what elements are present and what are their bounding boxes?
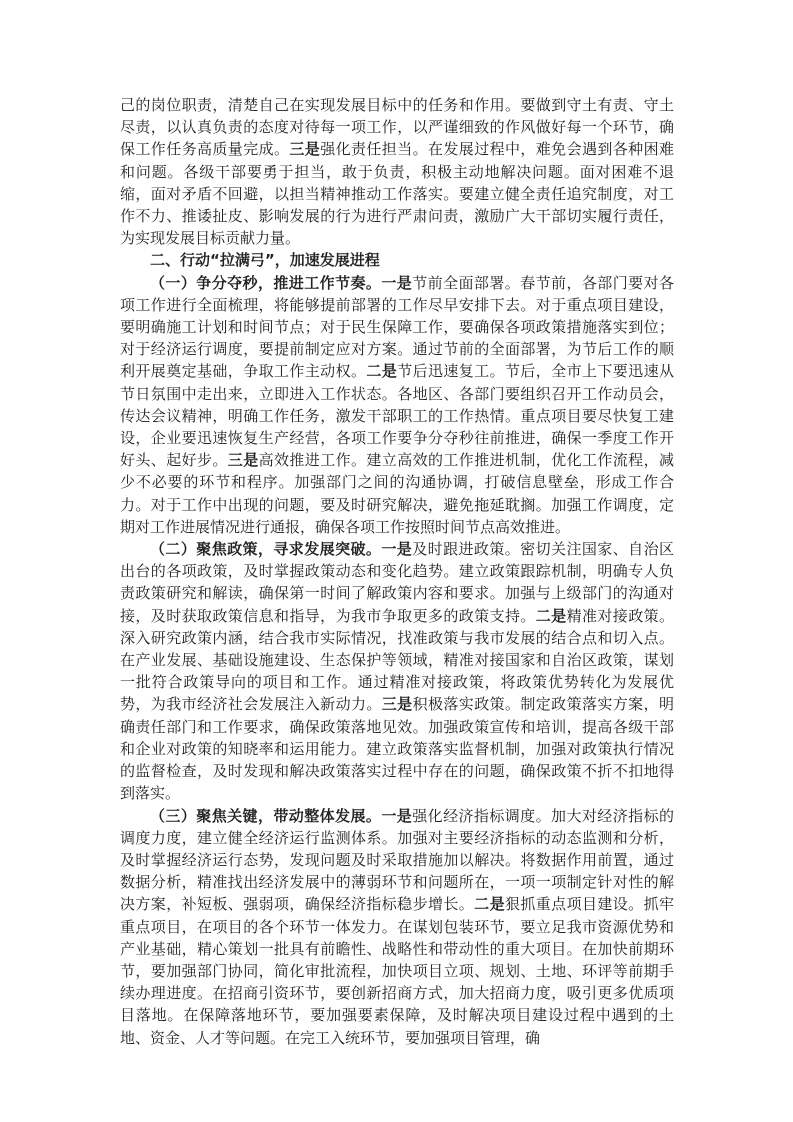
ordinal-marker: 二是 — [366, 362, 398, 381]
ordinal-marker: 二是 — [535, 606, 567, 625]
ordinal-marker: 二是 — [474, 895, 505, 914]
ordinal-marker: 一是 — [381, 540, 413, 559]
subsection-title: （三）聚焦关键，带动整体发展。 — [150, 806, 382, 825]
section-heading — [120, 249, 674, 271]
ordinal-marker: 三是 — [381, 695, 413, 714]
body-text: 二、行动“拉满弓”，加速发展进程 — [150, 251, 380, 270]
paragraph-subsection-1 — [120, 272, 674, 538]
ordinal-marker: 一是 — [381, 806, 413, 825]
body-text: 强化经济指标调度。加大对经济指标的调度力度，建立健全经济运行监测体系。加强对主要经济指标的动态监测和分析，及时掌握经济运行态势，发现问题及时采取措施加以解决。将数据作用前置，通过数据分析，精准找出经济发展中的薄弱环节和问题所在，一项一项制定针对性的解决方案，补短板、强弱项，确保经济指标稳步增长。 — [120, 806, 674, 914]
body-text: 节后迅速复工。节后，全市上下要迅速从节日氛围中走出来，立即进入工作状态。各地区、各部门要组织召开工作动员会，传达会议精神，明确工作任务，激发干部职工的工作热情。重点项目要尽快复工建设，企业要迅速恢复生产经营，各项工作要争分夺秒往前推进，确保一季度工作开好头、起好步。 — [120, 362, 674, 470]
subsection-title: （二）聚焦政策，寻求发展突破。 — [150, 540, 382, 559]
body-text: 积极落实政策。制定政策落实方案，明确责任部门和工作要求，确保政策落地见效。加强政策宣传和培训，提高各级干部和企业对政策的知晓率和运用能力。建立政策落实监督机制，加强对政策执行情况的监督检查，及时发现和解决政策落实过程中存在的问题，确保政策不折不扣地得到落实。 — [120, 695, 674, 803]
ordinal-marker: 一是 — [381, 273, 413, 292]
body-text: 精准对接政策。深入研究政策内涵，结合我市实际情况，找准政策与我市发展的结合点和切入点。在产业发展、基础设施建设、生态保护等领域，精准对接国家和自治区政策，谋划一批符合政策导向的项目和工作。通过精准对接政策，将政策优势转化为发展优势，为我市经济社会发展注入新动力。 — [120, 606, 674, 714]
body-text: 己的岗位职责，清楚自己在实现发展目标中的任务和作用。要做到守土有责、守土尽责，以认真负责的态度对待每一项工作，以严谨细致的作风做好每一个环节，确保工作任务高质量完成。 — [120, 96, 674, 159]
ordinal-marker: 三是 — [227, 451, 259, 470]
ordinal-marker: 三是 — [289, 140, 321, 159]
body-text: 及时跟进政策。密切关注国家、自治区出台的各项政策，及时掌握政策动态和变化趋势。建立政策跟踪机制，明确专人负责政策研究和解读，确保第一时间了解政策内容和要求。加强与上级部门的沟通对接，及时获取政策信息和指导，为我市争取更多的政策支持。 — [120, 540, 674, 625]
paragraph-subsection-2 — [120, 538, 674, 804]
body-text: 强化责任担当。在发展过程中，难免会遇到各种困难和问题。各级干部要勇于担当，敢于负责，积极主动地解决问题。面对困难不退缩，面对矛盾不回避，以担当精神推动工作落实。要建立健全责任追究制度，对工作不力、推诿扯皮、影响发展的行为进行严肃问责，激励广大干部切实履行责任，为实现发展目标贡献力量。 — [120, 140, 674, 248]
paragraph-continuation — [120, 94, 674, 249]
body-text: 节前全面部署。春节前，各部门要对各项工作进行全面梳理，将能够提前部署的工作尽早安排下去。对于重点项目建设，要明确施工计划和时间节点；对于民生保障工作，要确保各项政策措施落实到位；对于经济运行调度，要提前制定应对方案。通过节前的全面部署，为节后工作的顺利开展奠定基础，争取工作主动权。 — [120, 273, 674, 381]
body-text: 高效推进工作。建立高效的工作推进机制，优化工作流程，减少不必要的环节和程序。加强部门之间的沟通协调，打破信息壁垒，形成工作合力。对于工作中出现的问题，要及时研究解决，避免拖延耽搁。加强工作调度，定期对工作进展情况进行通报，确保各项工作按照时间节点高效推进。 — [120, 451, 674, 536]
body-text: 狠抓重点项目建设。抓牢重点项目，在项目的各个环节一体发力。在谋划包装环节，要立足我市资源优势和产业基础，精心策划一批具有前瞻性、战略性和带动性的重大项目。在加快前期环节，要加强部门协同，简化审批流程，加快项目立项、规划、土地、环评等前期手续办理进度。在招商引资环节，要创新招商方式，加大招商力度，吸引更多优质项目落地。在保障落地环节，要加强要素保障，及时解决项目建设过程中遇到的土地、资金、人才等问题。在完工入统环节，要加强项目管理，确 — [120, 895, 674, 1047]
paragraph-subsection-3 — [120, 805, 674, 1049]
subsection-title: （一）争分夺秒，推进工作节奏。 — [150, 273, 382, 292]
document-page — [120, 94, 674, 1049]
